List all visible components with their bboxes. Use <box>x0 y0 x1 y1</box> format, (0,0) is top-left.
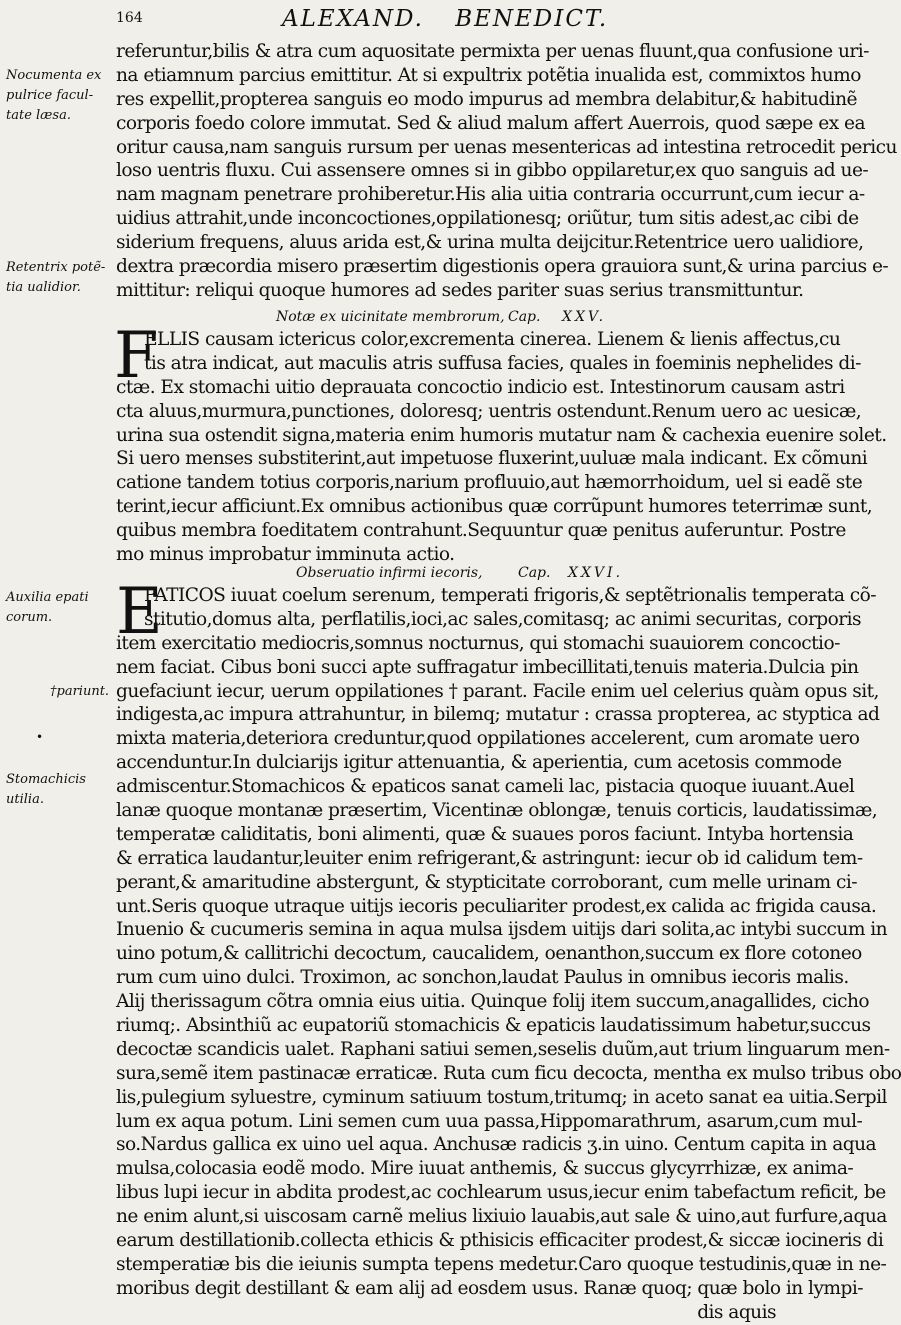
text-line: loso uentris fluxu. Cui assensere omnes si in gibbo oppilaretur,ex quo sanguis ad ue- <box>116 160 869 182</box>
drop-cap: F <box>114 319 159 393</box>
text-line: stemperatiæ bis die ieiunis sumpta tepens medetur.Caro quoque testudinis,quæ in ne- <box>116 1253 887 1275</box>
text-line: admiscentur.Stomachicos & epaticos sanat cameli lac, pistacia quoque iuuant.Auel <box>116 776 855 798</box>
text-line-catchword: dis aquis <box>697 1301 776 1323</box>
text-line: res expellit,propterea sanguis eo modo impurus ad membra delabitur,& habitudinẽ <box>116 88 857 110</box>
text-line: sura,semẽ item pastinacæ erraticæ. Ruta cum ficu decocta, mentha ex mulso tribus obo <box>116 1062 901 1084</box>
drop-cap: E <box>116 575 163 649</box>
text-line: cta aluus,murmura,punctiones, doloresq; uentris ostendunt.Renum uero ac uesicæ, <box>116 400 862 422</box>
running-head-title: ALEXAND. BENEDICT. <box>282 6 609 32</box>
chapter-title: Notæ ex uicinitate membrorum, <box>276 309 505 325</box>
text-line: catione tandem totius corporis,narium profluuio,aut hæmorrhoidum, uel si eadẽ ste <box>116 472 863 494</box>
text-line: uino potum,& callitrichi decoctum, caucalidem, oenanthon,succum ex flore cotoneo <box>116 943 862 965</box>
margin-note-line: Auxilia epati <box>6 590 89 605</box>
chapter-cap-label: Cap. <box>518 565 551 581</box>
text-line: urina sua ostendit signa,materia enim humoris mutatur nam & cachexia euenire solet. <box>116 424 887 446</box>
text-line: lum ex aqua potum. Lini semen cum uua passa,Hippomarathrum, asarum,cum mul- <box>116 1110 863 1132</box>
text-line: siderium frequens, aluus arida est,& urina multa deijcitur.Retentrice uero ualidiore, <box>116 232 864 254</box>
text-line: earum destillationib.collecta ethicis & pthisicis efficaciter prodest,& siccæ iocineris di <box>116 1230 884 1252</box>
text-line: mo minus improbatur imminuta actio. <box>116 544 455 566</box>
text-line: riumq;. Absinthiũ ac eupatoriũ stomachicis & epaticis laudatissimum habetur,succus <box>116 1015 871 1037</box>
text-line: ne enim alunt,si uiscosam carnẽ melius lixiuio lauabis,aut sale & uino,aut furfure,aqua <box>116 1206 887 1228</box>
margin-note-line: tia ualidior. <box>6 280 81 295</box>
chapter-title: Obseruatio infirmi iecoris, <box>296 565 483 581</box>
margin-bullet-mark: • <box>36 730 44 744</box>
text-line: ctæ. Ex stomachi uitio deprauata concoctio indicio est. Intestinorum causam astri <box>116 376 845 398</box>
chapter-heading <box>116 562 780 584</box>
text-line: accenduntur.In dulciarijs igitur attenuantia, & aperientia, cum acetosis commode <box>116 752 842 774</box>
text-line: referuntur,bilis & atra cum aquositate permixta per uenas fluunt,qua confusione uri- <box>116 41 869 62</box>
chapter-number: XXVI. <box>568 565 624 581</box>
margin-note-line: Retentrix potẽ- <box>6 260 106 275</box>
text-line: uidius attrahit,unde inconcoctiones,oppilationesq; oriũtur, tum sitis adest,ac cibi de <box>116 208 859 230</box>
text-line: tis atra indicat, aut maculis atris suffusa facies, quales in foeminis nephelides di- <box>144 352 861 374</box>
margin-note-line: tate læsa. <box>6 108 71 123</box>
text-line: rum cum uino dulci. Troximon, ac sonchon,laudat Paulus in omnibus iecoris malis. <box>116 967 849 989</box>
running-header <box>0 2 800 40</box>
text-line: unt.Seris quoque utraque uitijs iecoris peculiariter prodest,ex calida ac frigida causa. <box>116 895 877 917</box>
chapter-xxvi <box>116 562 901 1325</box>
text-line: stitutio,domus alta, perflatilis,ioci,ac sales,comitasq; ac animi securitas, corporis <box>144 608 862 630</box>
text-line: lis,pulegium syluestre, cyminum satiuum tostum,tritumq; in aceto sanat ea uitia.Serpil <box>116 1086 887 1108</box>
margin-note-nocumenta <box>6 66 114 126</box>
chapter-xxv <box>114 306 887 567</box>
text-line: nam magnam penetrare prohiberetur.His alia uitia contraria occurrunt,cum iecur a- <box>116 184 865 206</box>
text-line: nem faciat. Cibus boni succi apte suffragatur imbecillitati,tenuis materia.Dulcia pin <box>116 656 859 678</box>
text-line: oritur causa,nam sanguis rursum per uenas mesentericas ad intestina retrocedit pericu <box>116 136 897 158</box>
text-line: mixta materia,deteriora creduntur,quod oppilationes accelerent, cum aromate uero <box>116 728 860 750</box>
text-line: temperatæ caliditatis, boni alimenti, quæ & suaues poros faciunt. Intyba hortensia <box>116 823 854 845</box>
page-number: 164 <box>116 10 143 26</box>
margin-note-auxilia <box>6 588 114 628</box>
text-line: mittitur: reliqui quoque humores ad sedes pariter suas serius transmittuntur. <box>116 279 804 301</box>
margin-note-retentrix <box>6 258 114 298</box>
margin-note-line: †pariunt. <box>50 684 110 699</box>
text-line: indigesta,ac impura attrahuntur, in bilemq; mutatur : crassa propterea, ac styptica ad <box>116 704 880 726</box>
text-line: mulsa,colocasia eodẽ modo. Mire iuuat anthemis, & succus glycyrrhizæ, ex anima- <box>116 1158 854 1180</box>
text-line: & erratica laudantur,leuiter enim refrigerant,& astringunt: iecur ob id calidum tem- <box>116 847 863 869</box>
text-line: na etiamnum parcius emittitur. At si expultrix potẽtia inualida est, commixtos humo <box>116 64 861 86</box>
chapter-cap-label: Cap. <box>508 309 541 325</box>
text-line: moribus degit destillant & eam alij ad eosdem usus. Ranæ quoq; quæ bolo in lympi- <box>116 1277 863 1299</box>
text-line: lanæ quoque montanæ præsertim, Vicentinæ oblongæ, tenuis corticis, laudatissimæ, <box>116 800 878 822</box>
text-line: libus lupi iecur in abdita prodest,ac cochlearum usus,iecur enim tabefactum reficit, be <box>116 1182 886 1204</box>
margin-note-line: utilia. <box>6 792 44 807</box>
text-line: ELLIS causam ictericus color,excrementa cinerea. Lienem & lienis affectus,cu <box>144 329 841 350</box>
margin-note-line: pulrice facul- <box>6 88 94 103</box>
text-line: dextra præcordia misero præsertim digestionis opera grauiora sunt,& urina parcius e- <box>116 256 889 278</box>
text-line: Si uero menses substiterint,aut impetuose fluxerint,uuluæ mala indicant. Ex cõmuni <box>116 448 868 470</box>
text-line: so.Nardus gallica ex uino uel aqua. Anchusæ radicis ʒ.in uino. Centum capita in aqua <box>116 1134 877 1156</box>
text-line: item exercitatio mediocris,somnus nocturnus, qui stomachi suauiorem concoctio- <box>116 632 840 654</box>
chapter-heading <box>116 306 780 328</box>
text-line: guefaciunt iecur, uerum oppilationes † parant. Facile enim uel celerius quàm opus sit, <box>116 680 879 702</box>
text-line: perant,& amaritudine abstergunt, & stypticitate corroborant, cum melle urinam ci- <box>116 871 857 893</box>
chapter-number: XXV. <box>562 309 607 325</box>
margin-note-line: Stomachicis <box>6 772 86 787</box>
text-line: Alij therissagum cõtra omnia eius uitia. Quinque folij item succum,anagallides, cicho <box>116 991 870 1013</box>
section-continuation <box>116 40 897 303</box>
margin-note-line: Nocumenta ex <box>6 68 102 83</box>
margin-note-stomachicis <box>6 770 114 810</box>
text-line: PATICOS iuuat coelum serenum, temperati frigoris,& septẽtrionalis temperata cõ- <box>144 585 876 606</box>
text-line: Inuenio & cucumeris semina in aqua mulsa ijsdem uitijs dari solita,ac intybi succum in <box>116 919 888 941</box>
text-line: decoctæ scandicis ualet. Raphani satiui semen,seselis duũm,aut trium linguarum men- <box>116 1038 890 1060</box>
text-line: quibus membra foeditatem contrahunt.Sequuntur quæ penitus auferuntur. Postre <box>116 520 846 542</box>
text-line: corporis foedo colore immutat. Sed & aliud malum affert Auerrois, quod sæpe ex ea <box>116 112 865 134</box>
margin-note-line: corum. <box>6 610 53 625</box>
text-line: terint,iecur afficiunt.Ex omnibus actionibus quæ corrũpunt humores teterrimæ sunt, <box>116 496 873 518</box>
